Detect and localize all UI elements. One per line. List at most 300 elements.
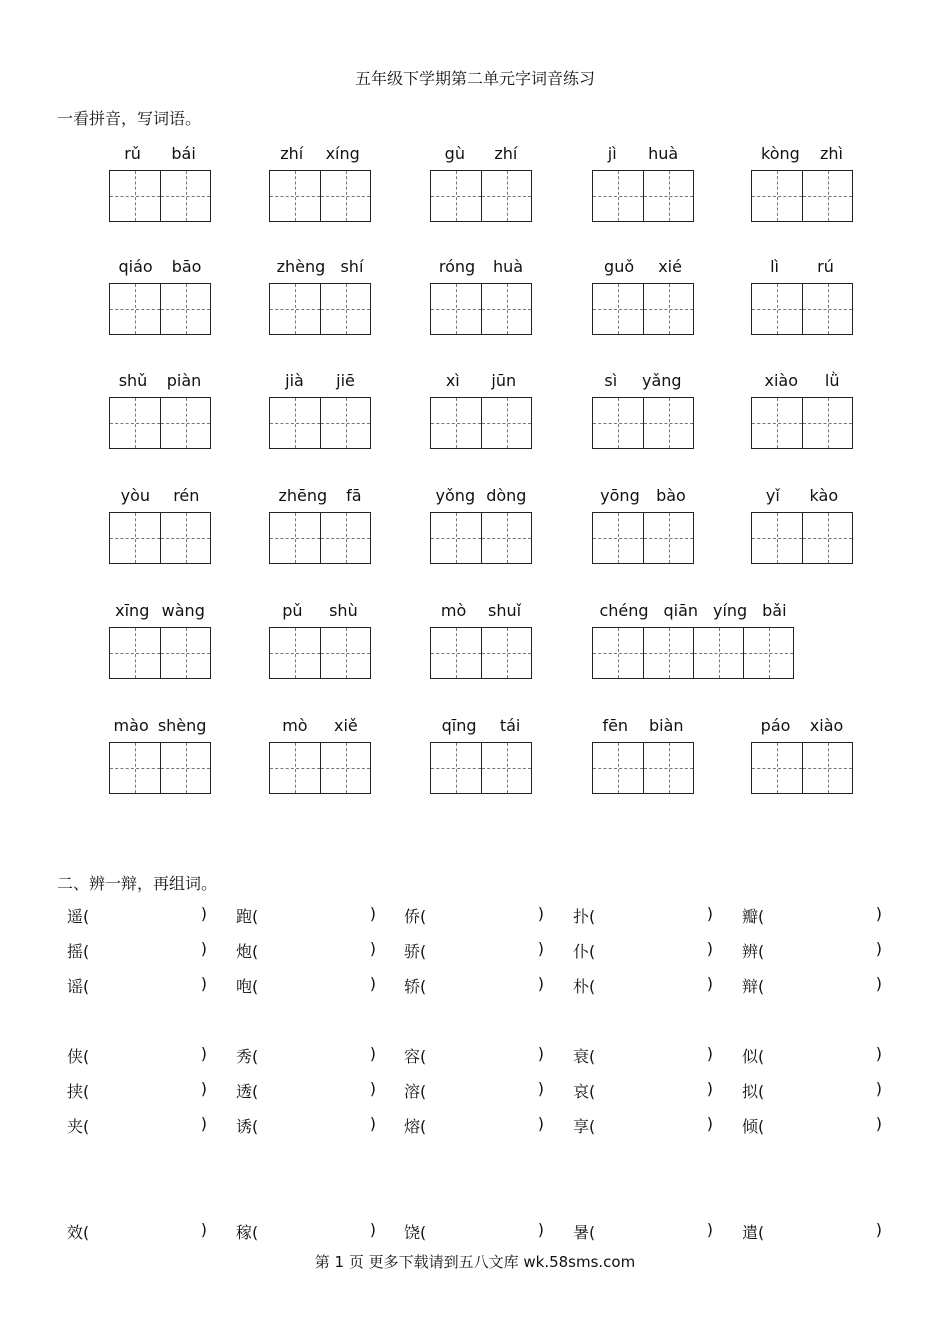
pinyin-syllable: huà bbox=[648, 144, 679, 163]
section-1-heading: 一看拼音，写词语。 bbox=[57, 109, 202, 128]
writing-cell[interactable] bbox=[320, 743, 370, 793]
pinyin-label bbox=[592, 371, 694, 391]
open-paren: ( bbox=[589, 977, 596, 996]
writing-cell[interactable] bbox=[593, 513, 643, 563]
close-paren: ) bbox=[706, 974, 713, 993]
pinyin-syllable: yòu bbox=[120, 486, 150, 505]
writing-cell[interactable] bbox=[270, 743, 320, 793]
pinyin-syllable: zhí bbox=[494, 144, 518, 163]
writing-cell[interactable] bbox=[643, 628, 693, 678]
open-paren: ( bbox=[420, 1047, 427, 1066]
writing-cell[interactable] bbox=[160, 171, 210, 221]
writing-cell[interactable] bbox=[270, 513, 320, 563]
writing-cell[interactable] bbox=[802, 398, 852, 448]
open-paren: ( bbox=[420, 977, 427, 996]
word-blank[interactable] bbox=[67, 974, 207, 998]
writing-grid[interactable] bbox=[269, 742, 371, 794]
pinyin-label bbox=[751, 716, 853, 736]
pinyin-label bbox=[751, 486, 853, 506]
character-label bbox=[67, 1114, 89, 1137]
close-paren: ) bbox=[200, 1114, 207, 1133]
writing-grid[interactable] bbox=[430, 627, 532, 679]
pinyin-syllable: shù bbox=[329, 601, 358, 620]
word-blank[interactable] bbox=[742, 1220, 882, 1244]
writing-grid[interactable] bbox=[269, 170, 371, 222]
writing-cell[interactable] bbox=[802, 513, 852, 563]
open-paren: ( bbox=[252, 1223, 259, 1242]
writing-cell[interactable] bbox=[431, 513, 481, 563]
character: 夹 bbox=[67, 1117, 84, 1136]
writing-grid[interactable] bbox=[592, 627, 794, 679]
close-paren: ) bbox=[875, 1044, 882, 1063]
character-label bbox=[404, 1114, 426, 1137]
character: 摇 bbox=[67, 942, 84, 961]
character: 透 bbox=[236, 1082, 253, 1101]
word-blank[interactable] bbox=[742, 1044, 882, 1068]
word-blank[interactable] bbox=[742, 939, 882, 963]
pinyin-syllable: mò bbox=[282, 716, 308, 735]
close-paren: ) bbox=[369, 904, 376, 923]
writing-cell[interactable] bbox=[481, 284, 531, 334]
pinyin-syllable: yǐ bbox=[765, 486, 780, 505]
close-paren: ) bbox=[706, 1220, 713, 1239]
pinyin-row bbox=[0, 257, 950, 327]
writing-cell[interactable] bbox=[593, 398, 643, 448]
close-paren: ) bbox=[369, 1220, 376, 1239]
open-paren: ( bbox=[758, 1082, 765, 1101]
writing-cell[interactable] bbox=[481, 171, 531, 221]
word-blank[interactable] bbox=[573, 904, 713, 928]
writing-grid[interactable] bbox=[109, 512, 211, 564]
writing-cell[interactable] bbox=[752, 513, 802, 563]
pinyin-syllable: gù bbox=[444, 144, 465, 163]
character-row bbox=[0, 904, 950, 928]
section-2-heading: 二、辨一辩，再组词。 bbox=[57, 874, 218, 893]
word-blank[interactable] bbox=[236, 1220, 376, 1244]
writing-cell[interactable] bbox=[593, 171, 643, 221]
word-blank[interactable] bbox=[67, 939, 207, 963]
writing-cell[interactable] bbox=[320, 513, 370, 563]
pinyin-label bbox=[109, 371, 211, 391]
pinyin-syllable: xiě bbox=[334, 716, 358, 735]
open-paren: ( bbox=[83, 1223, 90, 1242]
pinyin-label bbox=[592, 716, 694, 736]
open-paren: ( bbox=[758, 1047, 765, 1066]
writing-grid[interactable] bbox=[592, 283, 694, 335]
open-paren: ( bbox=[252, 1047, 259, 1066]
word-blank[interactable] bbox=[404, 939, 544, 963]
character-label bbox=[404, 1044, 426, 1067]
character-label bbox=[404, 974, 426, 997]
close-paren: ) bbox=[537, 904, 544, 923]
word-blank[interactable] bbox=[742, 974, 882, 998]
character-label bbox=[573, 1079, 595, 1102]
character-label bbox=[742, 1079, 764, 1102]
writing-grid[interactable] bbox=[592, 397, 694, 449]
open-paren: ( bbox=[589, 1047, 596, 1066]
writing-cell[interactable] bbox=[431, 171, 481, 221]
writing-grid[interactable] bbox=[751, 512, 853, 564]
close-paren: ) bbox=[537, 1220, 544, 1239]
word-blank[interactable] bbox=[573, 939, 713, 963]
writing-grid[interactable] bbox=[109, 170, 211, 222]
pinyin-syllable: fēn bbox=[602, 716, 629, 735]
character-label bbox=[67, 904, 89, 927]
pinyin-syllable: yǒng bbox=[435, 486, 476, 505]
writing-cell[interactable] bbox=[270, 171, 320, 221]
word-blank[interactable] bbox=[236, 1079, 376, 1103]
character: 骄 bbox=[404, 942, 421, 961]
writing-cell[interactable] bbox=[110, 743, 160, 793]
pinyin-label bbox=[269, 716, 371, 736]
pinyin-syllable: piàn bbox=[166, 371, 202, 390]
writing-cell[interactable] bbox=[320, 398, 370, 448]
word-blank[interactable] bbox=[573, 1220, 713, 1244]
writing-grid[interactable] bbox=[751, 397, 853, 449]
pinyin-syllable: qiān bbox=[663, 601, 699, 620]
character-row bbox=[0, 1079, 950, 1103]
pinyin-label bbox=[109, 144, 211, 164]
writing-grid[interactable] bbox=[269, 397, 371, 449]
writing-cell[interactable] bbox=[802, 171, 852, 221]
pinyin-syllable: páo bbox=[760, 716, 791, 735]
close-paren: ) bbox=[369, 1114, 376, 1133]
pinyin-syllable: kòng bbox=[761, 144, 800, 163]
character: 容 bbox=[404, 1047, 421, 1066]
pinyin-syllable: rén bbox=[173, 486, 200, 505]
writing-cell[interactable] bbox=[752, 398, 802, 448]
writing-cell[interactable] bbox=[802, 284, 852, 334]
writing-cell[interactable] bbox=[752, 284, 802, 334]
pinyin-label bbox=[109, 486, 211, 506]
character: 谣 bbox=[67, 977, 84, 996]
pinyin-label bbox=[592, 486, 694, 506]
writing-cell[interactable] bbox=[743, 628, 793, 678]
writing-cell[interactable] bbox=[431, 398, 481, 448]
pinyin-syllable: fā bbox=[346, 486, 362, 505]
character: 似 bbox=[742, 1047, 759, 1066]
word-blank[interactable] bbox=[573, 1079, 713, 1103]
word-blank[interactable] bbox=[67, 904, 207, 928]
pinyin-syllable: huà bbox=[493, 257, 524, 276]
writing-cell[interactable] bbox=[481, 398, 531, 448]
close-paren: ) bbox=[875, 1114, 882, 1133]
writing-grid[interactable] bbox=[430, 283, 532, 335]
writing-cell[interactable] bbox=[481, 513, 531, 563]
close-paren: ) bbox=[200, 1220, 207, 1239]
character-label bbox=[573, 974, 595, 997]
open-paren: ( bbox=[758, 1117, 765, 1136]
pinyin-syllable: yíng bbox=[712, 601, 748, 620]
writing-grid[interactable] bbox=[269, 512, 371, 564]
pinyin-syllable: jūn bbox=[491, 371, 517, 390]
writing-grid[interactable] bbox=[430, 512, 532, 564]
pinyin-syllable: xiào bbox=[809, 716, 844, 735]
character-label bbox=[404, 904, 426, 927]
word-blank[interactable] bbox=[404, 1114, 544, 1138]
character: 溶 bbox=[404, 1082, 421, 1101]
character: 遣 bbox=[742, 1223, 759, 1242]
word-blank[interactable] bbox=[404, 1079, 544, 1103]
character: 诱 bbox=[236, 1117, 253, 1136]
page-title: 五年级下学期第二单元字词音练习 bbox=[354, 69, 595, 88]
close-paren: ) bbox=[706, 1044, 713, 1063]
word-blank[interactable] bbox=[573, 1044, 713, 1068]
character-label bbox=[573, 1220, 595, 1243]
writing-cell[interactable] bbox=[110, 171, 160, 221]
pinyin-syllable: xì bbox=[445, 371, 460, 390]
pinyin-syllable: biàn bbox=[648, 716, 684, 735]
close-paren: ) bbox=[537, 974, 544, 993]
character-label bbox=[236, 1220, 258, 1243]
writing-cell[interactable] bbox=[270, 284, 320, 334]
character: 炮 bbox=[236, 942, 253, 961]
pinyin-syllable: jiē bbox=[336, 371, 355, 390]
pinyin-syllable: bào bbox=[656, 486, 686, 505]
character: 拟 bbox=[742, 1082, 759, 1101]
character: 辨 bbox=[742, 942, 759, 961]
open-paren: ( bbox=[83, 942, 90, 961]
writing-cell[interactable] bbox=[431, 743, 481, 793]
writing-grid[interactable] bbox=[751, 742, 853, 794]
pinyin-syllable: shuǐ bbox=[488, 601, 522, 620]
writing-grid[interactable] bbox=[592, 512, 694, 564]
word-blank[interactable] bbox=[236, 939, 376, 963]
close-paren: ) bbox=[875, 904, 882, 923]
open-paren: ( bbox=[589, 907, 596, 926]
pinyin-syllable: rǔ bbox=[124, 144, 141, 163]
character: 瓣 bbox=[742, 907, 759, 926]
writing-cell[interactable] bbox=[110, 628, 160, 678]
pinyin-label bbox=[430, 257, 532, 277]
writing-grid[interactable] bbox=[430, 170, 532, 222]
writing-cell[interactable] bbox=[431, 628, 481, 678]
pinyin-label bbox=[592, 257, 694, 277]
pinyin-syllable: tái bbox=[499, 716, 521, 735]
writing-grid[interactable] bbox=[751, 170, 853, 222]
writing-grid[interactable] bbox=[592, 170, 694, 222]
word-blank[interactable] bbox=[236, 904, 376, 928]
pinyin-label bbox=[592, 144, 694, 164]
character: 倾 bbox=[742, 1117, 759, 1136]
word-blank[interactable] bbox=[236, 974, 376, 998]
open-paren: ( bbox=[758, 907, 765, 926]
writing-cell[interactable] bbox=[320, 284, 370, 334]
word-blank[interactable] bbox=[67, 1220, 207, 1244]
pinyin-syllable: zhèng bbox=[276, 257, 326, 276]
character-label bbox=[236, 1079, 258, 1102]
open-paren: ( bbox=[252, 942, 259, 961]
writing-cell[interactable] bbox=[160, 284, 210, 334]
character-label bbox=[742, 939, 764, 962]
writing-cell[interactable] bbox=[110, 398, 160, 448]
pinyin-syllable: xié bbox=[658, 257, 682, 276]
pinyin-syllable: dòng bbox=[486, 486, 527, 505]
character: 衰 bbox=[573, 1047, 590, 1066]
word-blank[interactable] bbox=[573, 1114, 713, 1138]
writing-cell[interactable] bbox=[320, 628, 370, 678]
word-blank[interactable] bbox=[742, 1114, 882, 1138]
writing-cell[interactable] bbox=[752, 743, 802, 793]
close-paren: ) bbox=[200, 904, 207, 923]
pinyin-row bbox=[0, 371, 950, 441]
writing-cell[interactable] bbox=[643, 398, 693, 448]
writing-cell[interactable] bbox=[270, 398, 320, 448]
close-paren: ) bbox=[706, 1114, 713, 1133]
word-blank[interactable] bbox=[67, 1079, 207, 1103]
character: 仆 bbox=[573, 942, 590, 961]
close-paren: ) bbox=[369, 939, 376, 958]
pinyin-label bbox=[269, 371, 371, 391]
word-blank[interactable] bbox=[404, 1044, 544, 1068]
character: 咆 bbox=[236, 977, 253, 996]
pinyin-label bbox=[109, 257, 211, 277]
close-paren: ) bbox=[875, 939, 882, 958]
close-paren: ) bbox=[875, 1220, 882, 1239]
character: 效 bbox=[67, 1223, 84, 1242]
character-label bbox=[573, 1114, 595, 1137]
pinyin-syllable: shèng bbox=[157, 716, 207, 735]
writing-cell[interactable] bbox=[643, 513, 693, 563]
open-paren: ( bbox=[252, 977, 259, 996]
writing-cell[interactable] bbox=[643, 743, 693, 793]
page-footer: 第 1 页 更多下载请到五八文库 wk.58sms.com bbox=[314, 1253, 636, 1271]
character-label bbox=[67, 974, 89, 997]
writing-grid[interactable] bbox=[109, 627, 211, 679]
character-label bbox=[236, 974, 258, 997]
pinyin-syllable: qiáo bbox=[118, 257, 153, 276]
writing-cell[interactable] bbox=[110, 284, 160, 334]
close-paren: ) bbox=[200, 974, 207, 993]
writing-grid[interactable] bbox=[430, 397, 532, 449]
writing-cell[interactable] bbox=[593, 284, 643, 334]
pinyin-syllable: mò bbox=[440, 601, 467, 620]
close-paren: ) bbox=[875, 974, 882, 993]
pinyin-syllable: kào bbox=[809, 486, 839, 505]
writing-grid[interactable] bbox=[751, 283, 853, 335]
writing-cell[interactable] bbox=[643, 284, 693, 334]
word-blank[interactable] bbox=[404, 1220, 544, 1244]
character-label bbox=[742, 974, 764, 997]
pinyin-syllable: xīng bbox=[115, 601, 150, 620]
character-label bbox=[404, 939, 426, 962]
writing-cell[interactable] bbox=[320, 171, 370, 221]
character: 哀 bbox=[573, 1082, 590, 1101]
pinyin-syllable: sì bbox=[604, 371, 618, 390]
close-paren: ) bbox=[875, 1079, 882, 1098]
word-blank[interactable] bbox=[236, 1114, 376, 1138]
writing-cell[interactable] bbox=[802, 743, 852, 793]
pinyin-syllable: rú bbox=[817, 257, 834, 276]
pinyin-label bbox=[269, 601, 371, 621]
pinyin-row bbox=[0, 486, 950, 556]
character-row bbox=[0, 1220, 950, 1244]
pinyin-syllable: zhì bbox=[819, 144, 843, 163]
character: 享 bbox=[573, 1117, 590, 1136]
close-paren: ) bbox=[706, 939, 713, 958]
writing-cell[interactable] bbox=[160, 743, 210, 793]
writing-cell[interactable] bbox=[643, 171, 693, 221]
pinyin-syllable: róng bbox=[438, 257, 476, 276]
pinyin-syllable: xiào bbox=[764, 371, 798, 390]
word-blank[interactable] bbox=[742, 1079, 882, 1103]
open-paren: ( bbox=[589, 942, 596, 961]
writing-grid[interactable] bbox=[269, 283, 371, 335]
character: 熔 bbox=[404, 1117, 421, 1136]
character: 辩 bbox=[742, 977, 759, 996]
character: 暑 bbox=[573, 1223, 590, 1242]
writing-grid[interactable] bbox=[430, 742, 532, 794]
open-paren: ( bbox=[420, 942, 427, 961]
word-blank[interactable] bbox=[236, 1044, 376, 1068]
character-label bbox=[236, 1044, 258, 1067]
character: 侨 bbox=[404, 907, 421, 926]
pinyin-syllable: xíng bbox=[325, 144, 360, 163]
pinyin-label bbox=[751, 144, 853, 164]
pinyin-label bbox=[430, 371, 532, 391]
close-paren: ) bbox=[369, 1044, 376, 1063]
character-label bbox=[67, 1044, 89, 1067]
writing-cell[interactable] bbox=[160, 513, 210, 563]
pinyin-label bbox=[430, 144, 532, 164]
character-label bbox=[236, 939, 258, 962]
writing-grid[interactable] bbox=[109, 397, 211, 449]
writing-grid[interactable] bbox=[592, 742, 694, 794]
writing-grid[interactable] bbox=[109, 283, 211, 335]
writing-cell[interactable] bbox=[160, 628, 210, 678]
open-paren: ( bbox=[83, 907, 90, 926]
word-blank[interactable] bbox=[404, 904, 544, 928]
close-paren: ) bbox=[369, 974, 376, 993]
open-paren: ( bbox=[83, 1117, 90, 1136]
character-label bbox=[67, 1079, 89, 1102]
open-paren: ( bbox=[758, 1223, 765, 1242]
close-paren: ) bbox=[200, 939, 207, 958]
writing-cell[interactable] bbox=[481, 628, 531, 678]
open-paren: ( bbox=[420, 907, 427, 926]
close-paren: ) bbox=[706, 1079, 713, 1098]
writing-cell[interactable] bbox=[431, 284, 481, 334]
open-paren: ( bbox=[589, 1117, 596, 1136]
pinyin-label bbox=[751, 257, 853, 277]
open-paren: ( bbox=[589, 1223, 596, 1242]
character-label bbox=[236, 1114, 258, 1137]
writing-cell[interactable] bbox=[752, 171, 802, 221]
pinyin-syllable: shǔ bbox=[118, 371, 148, 390]
pinyin-row bbox=[0, 716, 950, 786]
writing-cell[interactable] bbox=[110, 513, 160, 563]
word-blank[interactable] bbox=[742, 904, 882, 928]
writing-cell[interactable] bbox=[593, 628, 643, 678]
word-blank[interactable] bbox=[67, 1114, 207, 1138]
writing-cell[interactable] bbox=[160, 398, 210, 448]
writing-cell[interactable] bbox=[270, 628, 320, 678]
pinyin-syllable: shí bbox=[340, 257, 364, 276]
open-paren: ( bbox=[420, 1117, 427, 1136]
writing-grid[interactable] bbox=[109, 742, 211, 794]
character-row bbox=[0, 1114, 950, 1138]
word-blank[interactable] bbox=[573, 974, 713, 998]
pinyin-syllable: jià bbox=[285, 371, 304, 390]
writing-cell[interactable] bbox=[593, 743, 643, 793]
writing-grid[interactable] bbox=[269, 627, 371, 679]
writing-cell[interactable] bbox=[693, 628, 743, 678]
word-blank[interactable] bbox=[404, 974, 544, 998]
open-paren: ( bbox=[252, 1117, 259, 1136]
word-blank[interactable] bbox=[67, 1044, 207, 1068]
writing-cell[interactable] bbox=[481, 743, 531, 793]
pinyin-syllable: pǔ bbox=[282, 601, 303, 620]
